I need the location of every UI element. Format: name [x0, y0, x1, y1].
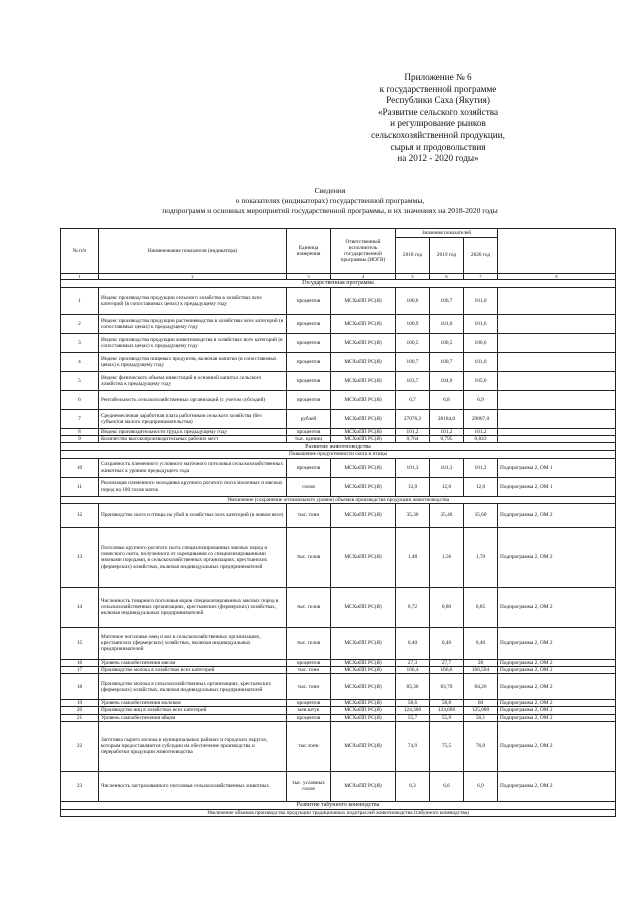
value-2020: 166,594 [464, 667, 498, 674]
header-values: Значения показателей [396, 229, 498, 238]
value-2020: 6,9 [464, 391, 498, 410]
header-note [498, 229, 616, 274]
executor-cell: МСХиПП РС(Я) [331, 372, 396, 391]
row-number: 2 [61, 315, 99, 334]
unit-cell: тыс. тонн [287, 667, 331, 674]
table-row [61, 667, 616, 674]
executor-cell: МСХиПП РС(Я) [331, 714, 396, 721]
value-2020: 76,0 [464, 721, 498, 771]
section-title: Развитие табунного коневодства [61, 801, 616, 809]
table-row [61, 707, 616, 714]
value-2020: 101,0 [464, 353, 498, 372]
unit-cell: процентов [287, 334, 331, 353]
heading-line1: о показателях (индикаторах) государственной программы, [235, 196, 425, 205]
note-cell: Подпрограмма 2, ОМ 2 [498, 527, 616, 587]
note-cell [498, 315, 616, 334]
header-name: Наименование показателя (индикатора) [99, 229, 287, 274]
unit-cell: тыс. голов [287, 527, 331, 587]
row-number: 13 [61, 527, 99, 587]
table-row [61, 714, 616, 721]
value-2019: 28184,0 [430, 410, 464, 429]
row-number: 23 [61, 771, 99, 801]
table-row [61, 587, 616, 627]
index-cell: 7 [464, 274, 498, 280]
value-2019: 104,9 [430, 372, 464, 391]
unit-cell: процентов [287, 315, 331, 334]
header-2020: 2020 год [464, 238, 498, 274]
indicator-name: Производство молока в хозяйствах всех категорий [99, 667, 287, 674]
value-2018: 74,9 [396, 721, 430, 771]
section-title: Государственная программа [61, 280, 616, 288]
indicator-name: Рентабельность сельскохозяйственных организаций (с учетом субсидий) [99, 391, 287, 410]
header-2019: 2019 год [430, 238, 464, 274]
indicator-name: Индекс производства продукции сельского хозяйства в хозяйствах всех категорий (в сопоставимых ценах) к предыдущему году [99, 288, 287, 315]
value-2019: 1,56 [430, 527, 464, 587]
value-2020: 101,0 [464, 288, 498, 315]
value-2018: 1,48 [396, 527, 430, 587]
row-number: 22 [61, 721, 99, 771]
table-row [61, 674, 616, 700]
value-2020: 0,843 [464, 436, 498, 443]
row-number: 21 [61, 714, 99, 721]
header-num: № п/п [61, 229, 99, 274]
unit-cell: голов [287, 477, 331, 496]
row-number: 11 [61, 477, 99, 496]
value-2020: 29867,0 [464, 410, 498, 429]
indicator-name: Производство скота и птицы на убой в хозяйствах всех категорий (в живом весе) [99, 503, 287, 527]
index-cell: 3 [287, 274, 331, 280]
indicator-name: Индекс физического объема инвестиций в основной капитал сельского хозяйства к предыдущему году [99, 372, 287, 391]
indicator-name: Поголовье крупного рогатого скота специализированных мясных пород и помесного скота, полученного от скрещивания со специализированными мясными породами, в сельскохозяйственных организациях, крестьянских (фермерских) хозяйствах, включая индивидуальных предпринимателей [99, 527, 287, 587]
appendix-line: сырья и продовольствия [390, 141, 486, 152]
unit-cell: процентов [287, 714, 331, 721]
note-cell [498, 353, 616, 372]
table-row [61, 721, 616, 771]
note-cell: Подпрограмма 2, ОМ 2 [498, 667, 616, 674]
executor-cell: МСХиПП РС(Я) [331, 587, 396, 627]
executor-cell: МСХиПП РС(Я) [331, 721, 396, 771]
table-row [61, 527, 616, 587]
appendix-line: Республики Саха (Якутия) [386, 95, 490, 106]
note-cell: Подпрограмма 2, ОМ 2 [498, 659, 616, 666]
subsection-title: Повышение продуктивности скота и птицы [61, 451, 616, 458]
indicator-name: Среднемесячная заработная плата работников сельского хозяйства (без субъектов малого предпринимательства) [99, 410, 287, 429]
table-row [61, 700, 616, 707]
indicator-name: Реализация племенного молодняка крупного рогатого скота молочных и мясных пород на 100 голов маток [99, 477, 287, 496]
executor-cell: МСХиПП РС(Я) [331, 700, 396, 707]
row-number: 1 [61, 288, 99, 315]
indicator-name: Количество высокопроизводительных рабочих мест [99, 436, 287, 443]
executor-cell: МСХиПП РС(Я) [331, 391, 396, 410]
appendix-line: к государственной программе [379, 83, 497, 94]
note-cell [498, 436, 616, 443]
indicator-name: Уровень самообеспечения яйцом [99, 714, 287, 721]
value-2019: 166,6 [430, 667, 464, 674]
executor-cell: МСХиПП РС(Я) [331, 527, 396, 587]
value-2018: 124,300 [396, 707, 430, 714]
executor-cell: МСХиПП РС(Я) [331, 659, 396, 666]
row-number: 8 [61, 429, 99, 436]
value-2019: 35,40 [430, 503, 464, 527]
indicator-name: Производство молока в сельскохозяйственных организациях, крестьянских (фермерских) хозяйствах, включая индивидуальных предпринимателей [99, 674, 287, 700]
value-2020: 101,2 [464, 429, 498, 436]
value-2020: 28 [464, 659, 498, 666]
value-2020: 101,6 [464, 315, 498, 334]
note-cell: Подпрограмма 2, ОМ 2 [498, 587, 616, 627]
note-cell [498, 288, 616, 315]
subsection-row [61, 496, 616, 503]
subsection-title: Увеличение (сохранение оптимального уровня) объемов производства продукции животноводства [61, 496, 616, 503]
indicator-name: Уровень самообеспечения мясом [99, 659, 287, 666]
row-number: 10 [61, 458, 99, 477]
note-cell: Подпрограмма 2, ОМ 2 [498, 714, 616, 721]
value-2018: 100,5 [396, 334, 430, 353]
unit-cell: тыс. тонн [287, 674, 331, 700]
unit-cell: процентов [287, 659, 331, 666]
value-2019: 27,7 [430, 659, 464, 666]
subsection-title: Увеличение объемов производства продукции традиционных подотраслей животноводства (табунного коневодства) [61, 809, 616, 816]
index-cell: 4 [331, 274, 396, 280]
executor-cell: МСХиПП РС(Я) [331, 288, 396, 315]
executor-cell: МСХиПП РС(Я) [331, 315, 396, 334]
value-2018: 100,7 [396, 353, 430, 372]
unit-cell: процентов [287, 288, 331, 315]
indicator-name: Производство яиц в хозяйствах всех категорий [99, 707, 287, 714]
note-cell [498, 372, 616, 391]
value-2020: 6,9 [464, 771, 498, 801]
table-row [61, 771, 616, 801]
value-2018: 6,3 [396, 771, 430, 801]
appendix-line: на 2012 - 2020 годы» [397, 153, 479, 164]
value-2018: 166,4 [396, 667, 430, 674]
unit-cell: тыс. тонн [287, 503, 331, 527]
value-2019: 55,9 [430, 714, 464, 721]
value-2020: 105,0 [464, 372, 498, 391]
index-cell: 1 [61, 274, 99, 280]
unit-cell: рублей [287, 410, 331, 429]
unit-cell: тыс. условных голов [287, 771, 331, 801]
index-cell: 6 [430, 274, 464, 280]
executor-cell: МСХиПП РС(Я) [331, 477, 396, 496]
note-cell: Подпрограмма 2, ОМ 2 [498, 707, 616, 714]
value-2018: 35,30 [396, 503, 430, 527]
section-title: Развитие животноводства [61, 443, 616, 451]
executor-cell: МСХиПП РС(Я) [331, 410, 396, 429]
value-2019: 101,0 [430, 315, 464, 334]
value-2019: 101,2 [430, 429, 464, 436]
subsection-row [61, 809, 616, 816]
table-body [61, 280, 616, 817]
table-row [61, 353, 616, 372]
table-row [61, 410, 616, 429]
indicator-name: Численность товарного поголовья коров специализированных мясных пород в сельскохозяйственных организациях, крестьянских (фермерских) хозяйствах, включая индивидуальных предпринимателей [99, 587, 287, 627]
value-2019: 6,6 [430, 771, 464, 801]
section-row [61, 443, 616, 451]
indicator-name: Заготовка сырого молока в муниципальных районах и городских округах, которым предоставляются субсидии на обеспечение производства и переработки продукции животноводства [99, 721, 287, 771]
table-row [61, 315, 616, 334]
header-2018: 2018 год [396, 238, 430, 274]
unit-cell: процентов [287, 700, 331, 707]
table-row [61, 503, 616, 527]
appendix-line: и регулирование рынков [390, 118, 486, 129]
index-cell: 2 [99, 274, 287, 280]
indicator-name: Численность застрахованного поголовья сельскохозяйственных животных [99, 771, 287, 801]
indicator-name: Маточное поголовье овец и коз в сельскохозяйственных организациях, крестьянских (фермерских) хозяйствах, включая индивидуальных предпринимателей [99, 627, 287, 659]
unit-cell: процентов [287, 391, 331, 410]
table-row [61, 429, 616, 436]
unit-cell: млн.штук [287, 707, 331, 714]
executor-cell: МСХиПП РС(Я) [331, 353, 396, 372]
unit-cell: процентов [287, 353, 331, 372]
value-2018: 0,764 [396, 436, 430, 443]
value-2018: 6,7 [396, 391, 430, 410]
section-row [61, 280, 616, 288]
indicator-name: Индекс производства пищевых продуктов, включая напитки (в сопоставимых ценах) к предыдущему году [99, 353, 287, 372]
appendix-block [340, 72, 536, 165]
value-2019: 12,0 [430, 477, 464, 496]
value-2018: 101,3 [396, 458, 430, 477]
indicator-name: Сохранность племенного условного маточного поголовья сельскохозяйственных животных к уровню предыдущего года [99, 458, 287, 477]
row-number: 16 [61, 659, 99, 666]
note-cell [498, 334, 616, 353]
table-row [61, 627, 616, 659]
value-2018: 27,3 [396, 659, 430, 666]
indicator-name: Индекс производства продукции растениеводства в хозяйствах всех категорий (в сопоставимых ценах) к предыдущему году [99, 315, 287, 334]
table-row [61, 477, 616, 496]
value-2019: 100,7 [430, 353, 464, 372]
executor-cell: МСХиПП РС(Я) [331, 503, 396, 527]
row-number: 7 [61, 410, 99, 429]
value-2020: 125,000 [464, 707, 498, 714]
value-2020: 35,60 [464, 503, 498, 527]
executor-cell: МСХиПП РС(Я) [331, 429, 396, 436]
value-2018: 100,9 [396, 315, 430, 334]
executor-cell: МСХиПП РС(Я) [331, 458, 396, 477]
heading-title: Сведения [314, 186, 346, 195]
note-cell: Подпрограмма 2, ОМ 2 [498, 627, 616, 659]
indicator-name: Индекс производства продукции животноводства в хозяйствах всех категорий (в сопоставимых ценах) к предыдущему году [99, 334, 287, 353]
row-number: 14 [61, 587, 99, 627]
table-row [61, 334, 616, 353]
unit-cell: тыс. голов [287, 627, 331, 659]
row-number: 17 [61, 667, 99, 674]
header-executor: Ответственный исполнитель государственной программы (ИОГВ) [331, 229, 396, 274]
executor-cell: МСХиПП РС(Я) [331, 667, 396, 674]
value-2020: 0,85 [464, 587, 498, 627]
value-2019: 0,80 [430, 587, 464, 627]
table-row [61, 372, 616, 391]
value-2019: 83,70 [430, 674, 464, 700]
appendix-line: Приложение № 6 [404, 72, 472, 82]
row-number: 6 [61, 391, 99, 410]
index-cell: 5 [396, 274, 430, 280]
value-2019: 75,5 [430, 721, 464, 771]
appendix-line: «Развитие сельского хозяйства [377, 106, 499, 117]
executor-cell: МСХиПП РС(Я) [331, 436, 396, 443]
row-number: 20 [61, 707, 99, 714]
executor-cell: МСХиПП РС(Я) [331, 771, 396, 801]
row-number: 19 [61, 700, 99, 707]
value-2019: 100,7 [430, 288, 464, 315]
indicators-table [60, 228, 616, 817]
value-2018: 12,0 [396, 477, 430, 496]
note-cell: Подпрограмма 2, ОМ 1 [498, 477, 616, 496]
table-row [61, 436, 616, 443]
note-cell: Подпрограмма 2, ОМ 2 [498, 771, 616, 801]
note-cell: Подпрограмма 2, ОМ 2 [498, 503, 616, 527]
value-2018: 101,2 [396, 429, 430, 436]
unit-cell: процентов [287, 372, 331, 391]
value-2018: 103,7 [396, 372, 430, 391]
note-cell: Подпрограмма 2, ОМ 2 [498, 700, 616, 707]
value-2020: 60 [464, 700, 498, 707]
subsection-row [61, 451, 616, 458]
value-2020: 100,6 [464, 334, 498, 353]
table-row [61, 391, 616, 410]
note-cell [498, 410, 616, 429]
note-cell [498, 391, 616, 410]
row-number: 9 [61, 436, 99, 443]
value-2020: 84,20 [464, 674, 498, 700]
value-2018: 0,72 [396, 587, 430, 627]
value-2020: 101,2 [464, 458, 498, 477]
row-number: 3 [61, 334, 99, 353]
table-row [61, 659, 616, 666]
value-2019: 0,40 [430, 627, 464, 659]
note-cell: Подпрограмма 2, ОМ 2 [498, 721, 616, 771]
row-number: 4 [61, 353, 99, 372]
value-2019: 6,8 [430, 391, 464, 410]
value-2018: 27076,2 [396, 410, 430, 429]
unit-cell: тыс. голов [287, 587, 331, 627]
executor-cell: МСХиПП РС(Я) [331, 707, 396, 714]
value-2018: 0,40 [396, 627, 430, 659]
note-cell [498, 429, 616, 436]
value-2019: 58,8 [430, 700, 464, 707]
note-cell: Подпрограмма 2, ОМ 2 [498, 674, 616, 700]
table-row [61, 288, 616, 315]
value-2018: 55,7 [396, 714, 430, 721]
value-2018: 100,6 [396, 288, 430, 315]
section-row [61, 801, 616, 809]
value-2020: 1,70 [464, 527, 498, 587]
value-2020: 12,0 [464, 477, 498, 496]
row-number: 15 [61, 627, 99, 659]
value-2020: 56,1 [464, 714, 498, 721]
header-unit: Единица измерения [287, 229, 331, 274]
heading-line2: подпрограмм и основных мероприятий государственной программы, и их значениях на 2018-2020 годы [162, 206, 498, 215]
unit-cell: процентов [287, 429, 331, 436]
row-number: 12 [61, 503, 99, 527]
value-2019: 0,795 [430, 436, 464, 443]
executor-cell: МСХиПП РС(Я) [331, 627, 396, 659]
unit-cell: процентов [287, 458, 331, 477]
appendix-line: сельскохозяйственной продукции, [371, 129, 505, 140]
value-2019: 124,600 [430, 707, 464, 714]
value-2018: 83,30 [396, 674, 430, 700]
value-2018: 58,6 [396, 700, 430, 707]
executor-cell: МСХиПП РС(Я) [331, 334, 396, 353]
indicator-name: Уровень самообеспечения молоком [99, 700, 287, 707]
executor-cell: МСХиПП РС(Я) [331, 674, 396, 700]
value-2019: 101,3 [430, 458, 464, 477]
row-number: 18 [61, 674, 99, 700]
index-cell: 8 [498, 274, 616, 280]
document-heading [80, 186, 580, 216]
unit-cell: тыс.тонн [287, 721, 331, 771]
table-row [61, 458, 616, 477]
value-2020: 0,40 [464, 627, 498, 659]
unit-cell: тыс. единиц [287, 436, 331, 443]
indicator-name: Индекс производительности труда к предыдущему году [99, 429, 287, 436]
row-number: 5 [61, 372, 99, 391]
value-2019: 100,5 [430, 334, 464, 353]
note-cell: Подпрограмма 2, ОМ 1 [498, 458, 616, 477]
